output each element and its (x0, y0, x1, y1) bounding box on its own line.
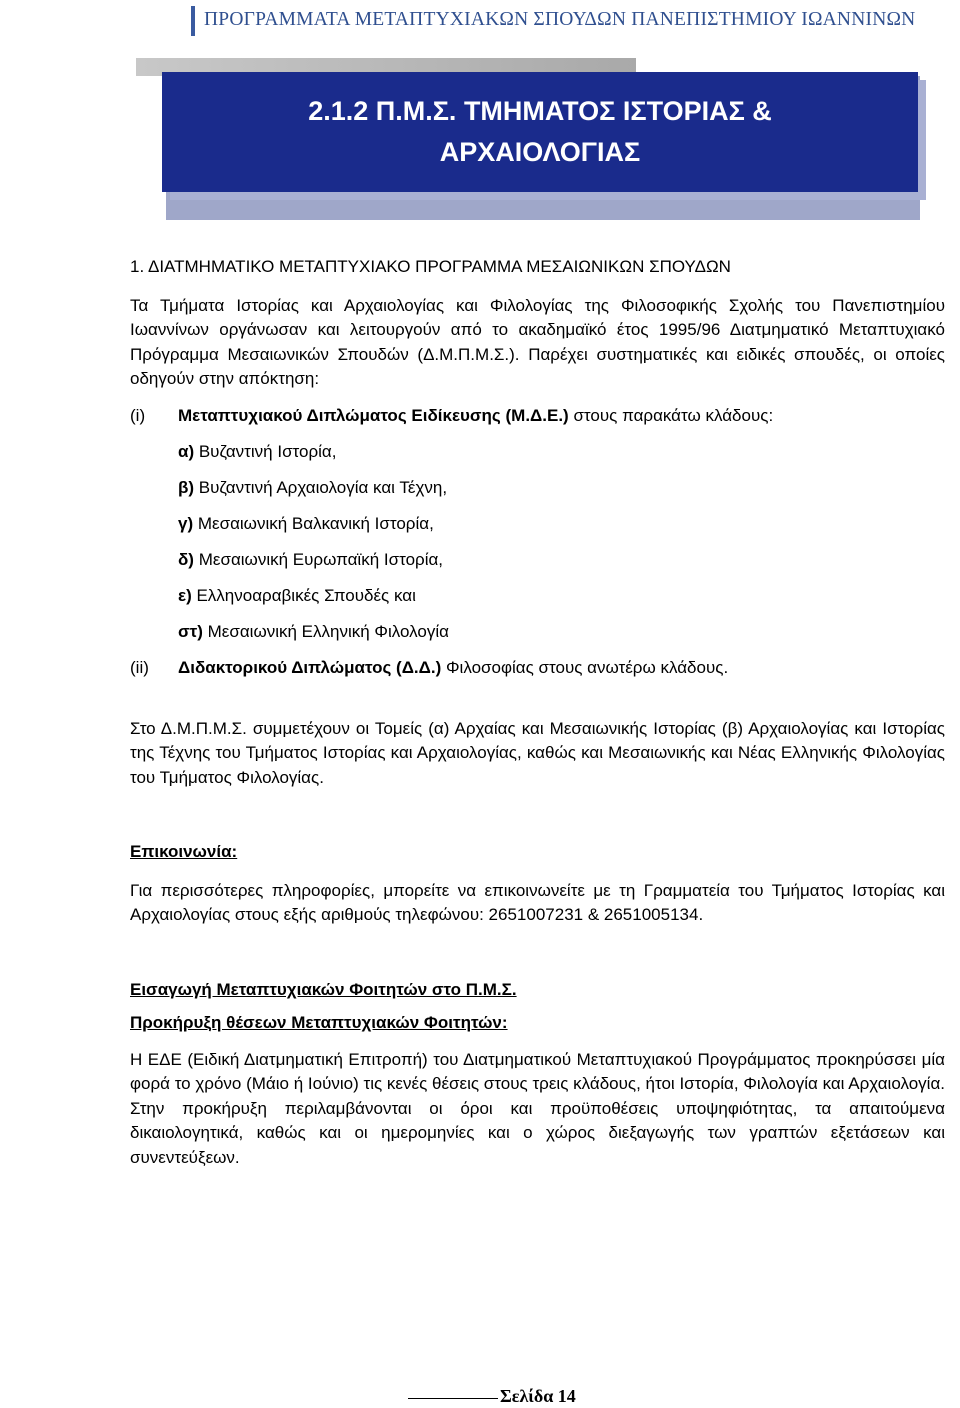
branch-label: στ) (178, 622, 203, 641)
branch-text: Βυζαντινή Αρχαιολογία και Τέχνη, (194, 478, 448, 497)
branch-list (178, 440, 945, 644)
branch-item (178, 584, 945, 608)
banner-title (162, 72, 918, 192)
item-number: (ii) (130, 658, 149, 677)
branch-label: α) (178, 442, 195, 461)
page-number: Σελίδα 14 (500, 1386, 576, 1406)
item-degree-rest: στους παρακάτω κλάδους: (568, 405, 774, 425)
degree-item-phd (130, 656, 945, 681)
intro-paragraph: Τα Τμήματα Ιστορίας και Αρχαιολογίας και Φιλολογίας της Φιλοσοφικής Σχολής του Πανεπιστημίου Ιωαννίνων οργάνωσαν και λειτουργούν από το ακαδημαϊκό έτος 1995/96 Διατμηματικό Μεταπτυχιακό Πρόγραμμα Μεσαιωνικών Σπουδών (Δ.Μ.Π.Μ.Σ.). Παρέχει συστηματικές και ειδικές σπουδές, οι οποίες οδηγούν στην απόκτηση: (130, 295, 945, 388)
item-number: (i) (130, 405, 146, 425)
contact-paragraph: Για περισσότερες πληροφορίες, μπορείτε να επικοινωνείτε με τη Γραμματεία του Τμήματος Ιστορίας και Αρχαιολογίας στους εξής αριθμούς τηλεφώνου: 2651007231 & 2651005134. (130, 880, 945, 924)
branch-label: β) (178, 478, 195, 497)
branch-item (178, 548, 945, 572)
branch-item (178, 476, 945, 500)
degree-item-msc (130, 404, 945, 429)
page-content (130, 255, 945, 1170)
branch-item (178, 440, 945, 464)
section-heading: 1. ΔΙΑΤΜΗΜΑΤΙΚΟ ΜΕΤΑΠΤΥΧΙΑΚΟ ΠΡΟΓΡΑΜΜΑ ΜΕΣΑΙΩΝΙΚΩΝ ΣΠΟΥΔΩΝ (130, 257, 731, 276)
section-banner (136, 58, 920, 220)
item-degree-title: Διδακτορικού Διπλώματος (Δ.Δ.) (178, 658, 442, 677)
branch-text: Βυζαντινή Ιστορία, (194, 442, 337, 461)
branch-text: Μεσαιωνική Ευρωπαϊκή Ιστορία, (193, 550, 444, 569)
branch-label: γ) (178, 514, 194, 533)
item-text (178, 404, 945, 429)
admission-paragraph: Η ΕΔΕ (Ειδική Διατμηματική Επιτροπή) του Διατμηματικού Μεταπτυχιακού Προγράμματος προκηρύσσει μία φορά το χρόνο (Μάιο ή Ιούνιο) τις κενές θέσεις στους τρεις κλάδους, ήτοι Ιστορία, Φιλολογία και Αρχαιολογία. Στην προκήρυξη περιλαμβάνονται οι όροι και προϋποθέσεις υποψηφιότητας, τα απαιτούμενα δικαιολογητικά, καθώς και οι ημερομηνίες και ο χώρος διεξαγωγής των γραπτών εξετάσεων και συνεντεύξεων. (130, 1049, 945, 1167)
announcement-heading (130, 1011, 945, 1036)
contact-heading-text: Επικοινωνία: (130, 842, 238, 861)
banner-title-line1: 2.1.2 Π.Μ.Σ. ΤΜΗΜΑΤΟΣ ΙΣΤΟΡΙΑΣ & (308, 96, 772, 126)
branch-text: Μεσαιωνική Βαλκανική Ιστορία, (193, 514, 434, 533)
admission-heading (130, 978, 945, 1003)
footer-rule (408, 1398, 498, 1399)
running-header: ΠΡΟΓΡΑΜΜΑΤΑ ΜΕΤΑΠΤΥΧΙΑΚΩΝ ΣΠΟΥΔΩΝ ΠΑΝΕΠΙΣΤΗΜΙΟΥ ΙΩΑΝΝΙΝΩΝ (204, 9, 916, 30)
item-degree-rest: Φιλοσοφίας στους ανωτέρω κλάδους. (441, 658, 729, 677)
branch-item (178, 512, 945, 536)
item-degree-title: Μεταπτυχιακού Διπλώματος Ειδίκευσης (Μ.Δ.Ε.) (178, 405, 569, 425)
branch-text: Μεσαιωνική Ελληνική Φιλολογία (202, 622, 449, 641)
announcement-heading-text: Προκήρυξη θέσεων Μεταπτυχιακών Φοιτητών: (130, 1013, 508, 1032)
departments-paragraph: Στο Δ.Μ.Π.Μ.Σ. συμμετέχουν οι Τομείς (α) Αρχαίας και Μεσαιωνικής Ιστορίας (β) Αρχαιολογίας και Ιστορίας της Τέχνης του Τμήματος Ιστορίας και Αρχαιολογίας, καθώς και Μεσαιωνικής και Νέας Ελληνικής Φιλολογίας του Τμήματος Φιλολογίας. (130, 718, 945, 787)
branch-label: δ) (178, 550, 194, 569)
branch-item (178, 620, 945, 644)
banner-title-line2: ΑΡΧΑΙΟΛΟΓΙΑΣ (439, 137, 641, 167)
item-text (178, 656, 945, 681)
branch-label: ε) (178, 586, 192, 605)
contact-heading (130, 840, 945, 865)
header-rule (191, 6, 195, 36)
admission-heading-text: Εισαγωγή Μεταπτυχιακών Φοιτητών στο Π.Μ.Σ. (130, 979, 517, 999)
branch-text: Ελληνοαραβικές Σπουδές και (191, 586, 416, 605)
